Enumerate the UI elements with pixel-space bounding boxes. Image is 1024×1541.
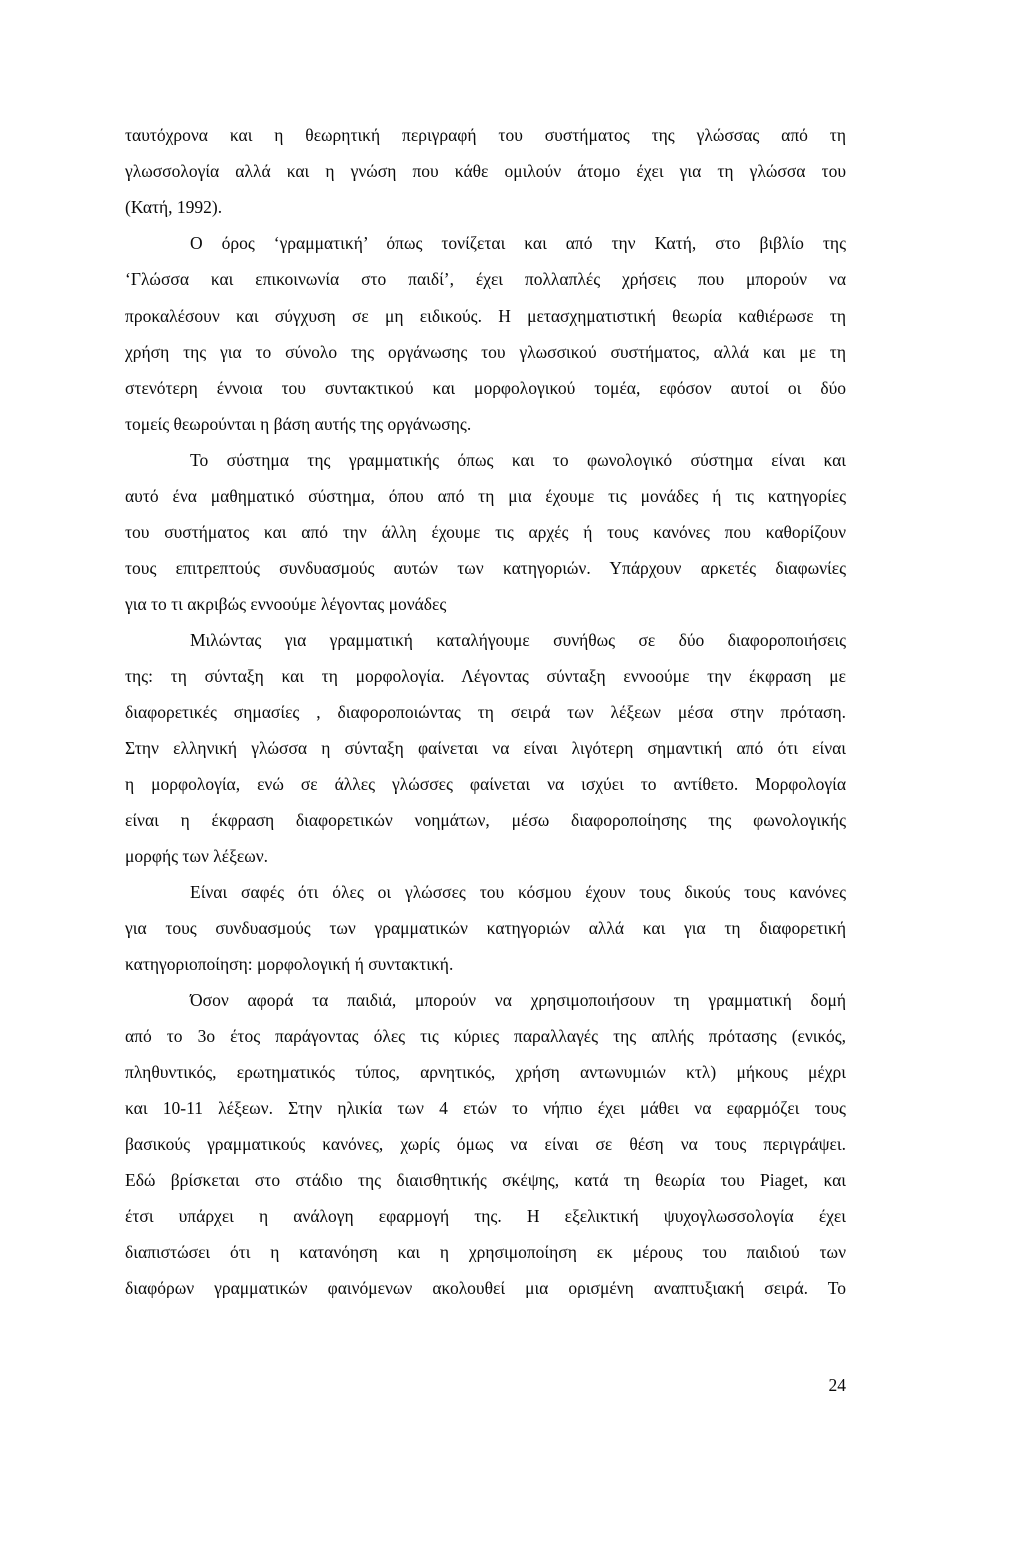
text-line: και 10-11 λέξεων. Στην ηλικία των 4 ετών το νήπιο έχει μάθει να εφαρμόζει τους <box>125 1098 846 1118</box>
text-line: είναι η έκφραση διαφορετικών νοημάτων, μέσω διαφοροποίησης της φωνολογικής <box>125 810 846 830</box>
text-line: Το σύστημα της γραμματικής όπως και το φωνολογικό σύστημα είναι και <box>190 450 846 470</box>
text-line: ταυτόχρονα και η θεωρητική περιγραφή του συστήματος της γλώσσας από τη <box>125 125 846 145</box>
text-line: έτσι υπάρχει η ανάλογη εφαρμογή της. Η εξελικτική ψυχογλωσσολογία έχει <box>125 1206 846 1226</box>
text-line: χρήση της για το σύνολο της οργάνωσης του γλωσσικού συστήματος, αλλά και με τη <box>125 342 846 362</box>
text-line: Εδώ βρίσκεται στο στάδιο της διαισθητικής σκέψης, κατά τη θεωρία του Piaget, και <box>125 1170 846 1190</box>
text-line: μορφής των λέξεων. <box>125 846 269 866</box>
text-line: για τους συνδυασμούς των γραμματικών κατηγοριών αλλά και για τη διαφορετική <box>125 918 846 938</box>
text-line: (Κατή, 1992). <box>125 197 223 217</box>
text-line: πληθυντικός, ερωτηματικός τύπος, αρνητικός, χρήση αντωνυμιών κτλ) μήκους μέχρι <box>125 1062 846 1082</box>
text-line: Μιλώντας για γραμματική καταλήγουμε συνήθως σε δύο διαφοροποιήσεις <box>190 630 846 650</box>
text-line: διαφορετικές σημασίες , διαφοροποιώντας τη σειρά των λέξεων μέσα στην πρόταση. <box>125 702 846 722</box>
text-line: διαπιστώσει ότι η κατανόηση και η χρησιμοποίηση εκ μέρους του παιδιού των <box>125 1242 846 1262</box>
text-line: κατηγοριοποίηση: μορφολογική ή συντακτική. <box>125 954 454 974</box>
text-line: τους επιτρεπτούς συνδυασμούς αυτών των κατηγοριών. Υπάρχουν αρκετές διαφωνίες <box>125 558 846 578</box>
text-line: προκαλέσουν και σύγχυση σε μη ειδικούς. Η μετασχηματιστική θεωρία καθιέρωσε τη <box>125 306 846 326</box>
text-line: Στην ελληνική γλώσσα η σύνταξη φαίνεται να είναι λιγότερη σημαντική από ότι είναι <box>125 738 846 758</box>
text-line: του συστήματος και από την άλλη έχουμε τις αρχές ή τους κανόνες που καθορίζουν <box>125 522 846 542</box>
text-line: Όσον αφορά τα παιδιά, μπορούν να χρησιμοποιήσουν τη γραμματική δομή <box>190 990 846 1010</box>
text-line: διαφόρων γραμματικών φαινόμενων ακολουθεί μια ορισμένη αναπτυξιακή σειρά. Το <box>125 1278 846 1298</box>
text-line: γλωσσολογία αλλά και η γνώση που κάθε ομιλούν άτομο έχει για τη γλώσσα του <box>125 161 846 181</box>
text-line: τομείς θεωρούνται η βάση αυτής της οργάνωσης. <box>125 414 472 434</box>
text-line: αυτό ένα μαθηματικό σύστημα, όπου από τη μια έχουμε τις μονάδες ή τις κατηγορίες <box>125 486 846 506</box>
text-line: ‘Γλώσσα και επικοινωνία στο παιδί’, έχει πολλαπλές χρήσεις που μπορούν να <box>125 269 846 289</box>
text-line: η μορφολογία, ενώ σε άλλες γλώσσες φαίνεται να ισχύει το αντίθετο. Μορφολογία <box>125 774 846 794</box>
text-line: Ο όρος ‘γραμματική’ όπως τονίζεται και από την Κατή, στο βιβλίο της <box>190 233 846 253</box>
page-number: 24 <box>828 1375 846 1395</box>
text-line: στενότερη έννοια του συντακτικού και μορφολογικού τομέα, εφόσον αυτοί οι δύο <box>125 378 846 398</box>
text-line: για το τι ακριβώς εννοούμε λέγοντας μονάδες <box>125 594 447 614</box>
text-line: της: τη σύνταξη και τη μορφολογία. Λέγοντας σύνταξη εννοούμε την έκφραση με <box>125 666 846 686</box>
text-line: από το 3ο έτος παράγοντας όλες τις κύριες παραλλαγές της απλής πρότασης (ενικός, <box>125 1026 846 1046</box>
text-line: Είναι σαφές ότι όλες οι γλώσσες του κόσμου έχουν τους δικούς τους κανόνες <box>190 882 846 902</box>
text-line: βασικούς γραμματικούς κανόνες, χωρίς όμως να είναι σε θέση να τους περιγράψει. <box>125 1134 846 1154</box>
